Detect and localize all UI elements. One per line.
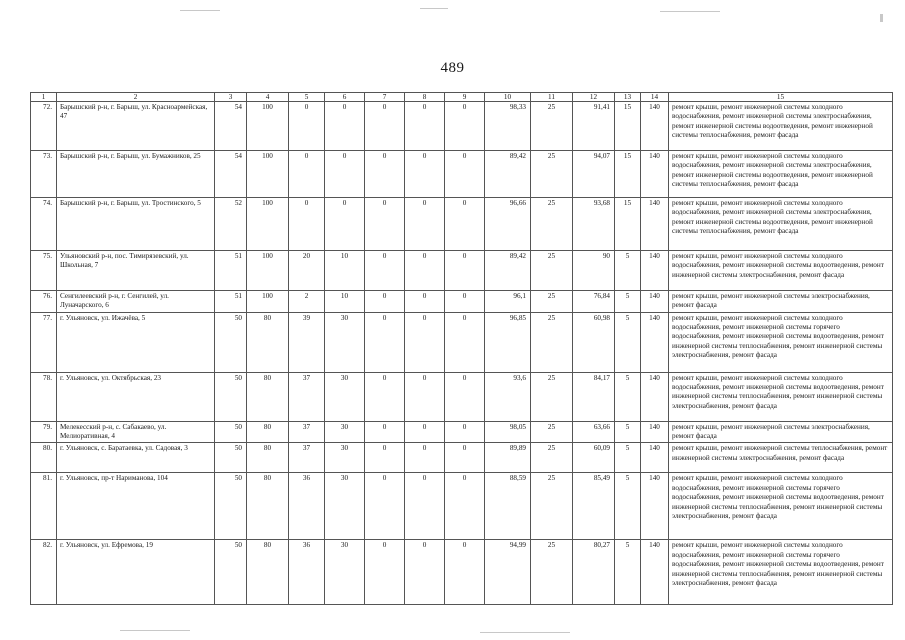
cell-no: 80. [31, 443, 57, 473]
cell-c6: 30 [325, 443, 365, 473]
cell-works: ремонт крыши, ремонт инженерной системы холодного водоснабжения, ремонт инженерной системы водоотведения, ремонт инженерной системы электроснабжения, ремонт фасада [669, 251, 893, 291]
cell-c10: 89,42 [485, 251, 531, 291]
cell-no: 75. [31, 251, 57, 291]
cell-c8: 0 [405, 291, 445, 313]
cell-c8: 0 [405, 473, 445, 540]
cell-c5: 0 [289, 198, 325, 251]
cell-c13: 5 [615, 372, 641, 421]
cell-no: 79. [31, 421, 57, 443]
cell-c7: 0 [365, 443, 405, 473]
column-header-14: 14 [641, 93, 669, 102]
cell-address: г. Ульяновск, пр-т Нариманова, 104 [57, 473, 215, 540]
cell-c8: 0 [405, 372, 445, 421]
cell-c10: 98,33 [485, 102, 531, 151]
cell-c9: 0 [445, 251, 485, 291]
cell-c7: 0 [365, 251, 405, 291]
cell-c8: 0 [405, 151, 445, 198]
cell-address: г. Ульяновск, ул. Октябрьская, 23 [57, 372, 215, 421]
cell-c7: 0 [365, 372, 405, 421]
cell-no: 74. [31, 198, 57, 251]
column-header-7: 7 [365, 93, 405, 102]
cell-no: 78. [31, 372, 57, 421]
cell-c12: 80,27 [573, 540, 615, 605]
cell-c7: 0 [365, 198, 405, 251]
cell-c13: 5 [615, 473, 641, 540]
cell-c13: 15 [615, 102, 641, 151]
cell-c8: 0 [405, 540, 445, 605]
cell-c12: 63,66 [573, 421, 615, 443]
table-row [31, 251, 893, 291]
cell-c9: 0 [445, 372, 485, 421]
table-header-row [31, 93, 893, 102]
cell-c13: 5 [615, 312, 641, 372]
cell-c11: 25 [531, 291, 573, 313]
table-row [31, 540, 893, 605]
cell-c12: 85,49 [573, 473, 615, 540]
cell-c8: 0 [405, 312, 445, 372]
cell-c14: 140 [641, 102, 669, 151]
cell-address: Сенгилеевский р-н, г. Сенгилей, ул. Луначарского, 6 [57, 291, 215, 313]
repair-program-table [30, 92, 892, 605]
cell-works: ремонт крыши, ремонт инженерной системы холодного водоснабжения, ремонт инженерной системы горячего водоснабжения, ремонт инженерной системы водоотведения, ремонт инженерной системы теплоснабжения, ремонт инженерной системы электроснабжения, ремонт фасада [669, 312, 893, 372]
cell-works: ремонт крыши, ремонт инженерной системы холодного водоснабжения, ремонт инженерной системы горячего водоснабжения, ремонт инженерной системы водоотведения, ремонт инженерной системы теплоснабжения, ремонт инженерной системы электроснабжения, ремонт фасада [669, 473, 893, 540]
cell-c8: 0 [405, 251, 445, 291]
cell-c13: 15 [615, 151, 641, 198]
cell-c12: 93,68 [573, 198, 615, 251]
cell-c10: 89,89 [485, 443, 531, 473]
cell-c12: 91,41 [573, 102, 615, 151]
cell-c4: 100 [247, 291, 289, 313]
cell-c6: 10 [325, 291, 365, 313]
cell-c5: 20 [289, 251, 325, 291]
cell-address: Барышский р-н, г. Барыш, ул. Тростинского, 5 [57, 198, 215, 251]
cell-c5: 36 [289, 540, 325, 605]
cell-c13: 5 [615, 251, 641, 291]
page-number: 489 [440, 60, 465, 76]
cell-c4: 80 [247, 421, 289, 443]
cell-c11: 25 [531, 251, 573, 291]
cell-c11: 25 [531, 421, 573, 443]
cell-c9: 0 [445, 102, 485, 151]
cell-c14: 140 [641, 540, 669, 605]
cell-c6: 30 [325, 473, 365, 540]
cell-c11: 25 [531, 473, 573, 540]
cell-c14: 140 [641, 251, 669, 291]
cell-address: г. Ульяновск, с. Баратаевка, ул. Садовая, 3 [57, 443, 215, 473]
cell-c5: 37 [289, 421, 325, 443]
table-row [31, 102, 893, 151]
cell-works: ремонт крыши, ремонт инженерной системы холодного водоснабжения, ремонт инженерной системы электроснабжения, ремонт инженерной системы водоотведения, ремонт инженерной системы теплоснабжения, ремонт фасада [669, 151, 893, 198]
cell-c6: 30 [325, 540, 365, 605]
column-header-10: 10 [485, 93, 531, 102]
cell-c9: 0 [445, 473, 485, 540]
cell-c14: 140 [641, 198, 669, 251]
cell-c10: 96,85 [485, 312, 531, 372]
cell-c10: 98,05 [485, 421, 531, 443]
cell-c6: 30 [325, 372, 365, 421]
cell-c9: 0 [445, 421, 485, 443]
column-header-15: 15 [669, 93, 893, 102]
cell-c14: 140 [641, 291, 669, 313]
table-row [31, 151, 893, 198]
cell-c9: 0 [445, 443, 485, 473]
cell-c5: 39 [289, 312, 325, 372]
cell-c12: 60,98 [573, 312, 615, 372]
cell-c9: 0 [445, 291, 485, 313]
table-row [31, 312, 893, 372]
cell-c3: 50 [215, 421, 247, 443]
cell-c12: 76,84 [573, 291, 615, 313]
cell-c14: 140 [641, 312, 669, 372]
column-header-8: 8 [405, 93, 445, 102]
cell-c7: 0 [365, 291, 405, 313]
cell-works: ремонт крыши, ремонт инженерной системы холодного водоснабжения, ремонт инженерной системы горячего водоснабжения, ремонт инженерной системы водоотведения, ремонт инженерной системы теплоснабжения, ремонт инженерной системы электроснабжения, ремонт фасада [669, 540, 893, 605]
cell-c3: 50 [215, 372, 247, 421]
cell-works: ремонт крыши, ремонт инженерной системы холодного водоснабжения, ремонт инженерной системы водоотведения, ремонт инженерной системы теплоснабжения, ремонт инженерной системы электроснабжения, ремонт фасада [669, 372, 893, 421]
cell-no: 76. [31, 291, 57, 313]
cell-c8: 0 [405, 443, 445, 473]
cell-c11: 25 [531, 198, 573, 251]
cell-works: ремонт крыши, ремонт инженерной системы холодного водоснабжения, ремонт инженерной системы электроснабжения, ремонт инженерной системы водоотведения, ремонт инженерной системы теплоснабжения, ремонт фасада [669, 102, 893, 151]
cell-c4: 80 [247, 443, 289, 473]
column-header-4: 4 [247, 93, 289, 102]
cell-c11: 25 [531, 151, 573, 198]
cell-c6: 30 [325, 312, 365, 372]
cell-c5: 0 [289, 102, 325, 151]
column-header-11: 11 [531, 93, 573, 102]
cell-c13: 5 [615, 421, 641, 443]
cell-c7: 0 [365, 102, 405, 151]
cell-c5: 37 [289, 443, 325, 473]
cell-c10: 96,1 [485, 291, 531, 313]
column-header-12: 12 [573, 93, 615, 102]
cell-address: Барышский р-н, г. Барыш, ул. Бумажников, 25 [57, 151, 215, 198]
cell-works: ремонт крыши, ремонт инженерной системы электроснабжения, ремонт фасада [669, 421, 893, 443]
cell-c4: 80 [247, 372, 289, 421]
cell-c10: 96,66 [485, 198, 531, 251]
column-header-3: 3 [215, 93, 247, 102]
column-header-2: 2 [57, 93, 215, 102]
cell-c13: 15 [615, 198, 641, 251]
cell-c3: 51 [215, 291, 247, 313]
cell-c3: 50 [215, 540, 247, 605]
cell-c6: 10 [325, 251, 365, 291]
cell-works: ремонт крыши, ремонт инженерной системы холодного водоснабжения, ремонт инженерной системы электроснабжения, ремонт инженерной системы водоотведения, ремонт инженерной системы теплоснабжения, ремонт фасада [669, 198, 893, 251]
cell-c4: 80 [247, 473, 289, 540]
cell-c11: 25 [531, 312, 573, 372]
cell-c6: 0 [325, 198, 365, 251]
cell-c4: 100 [247, 151, 289, 198]
cell-c11: 25 [531, 443, 573, 473]
cell-c14: 140 [641, 372, 669, 421]
cell-c14: 140 [641, 473, 669, 540]
column-header-13: 13 [615, 93, 641, 102]
cell-c3: 54 [215, 151, 247, 198]
cell-no: 81. [31, 473, 57, 540]
cell-c5: 37 [289, 372, 325, 421]
cell-c5: 36 [289, 473, 325, 540]
cell-c8: 0 [405, 102, 445, 151]
table-row [31, 372, 893, 421]
column-header-6: 6 [325, 93, 365, 102]
cell-c4: 80 [247, 540, 289, 605]
cell-c3: 50 [215, 312, 247, 372]
cell-c9: 0 [445, 540, 485, 605]
cell-c14: 140 [641, 151, 669, 198]
cell-c3: 50 [215, 473, 247, 540]
cell-c4: 100 [247, 251, 289, 291]
cell-c3: 51 [215, 251, 247, 291]
cell-c3: 50 [215, 443, 247, 473]
cell-c10: 88,59 [485, 473, 531, 540]
cell-no: 82. [31, 540, 57, 605]
cell-address: г. Ульяновск, ул. Ефремова, 19 [57, 540, 215, 605]
cell-c12: 60,09 [573, 443, 615, 473]
table-row [31, 291, 893, 313]
column-header-1: 1 [31, 93, 57, 102]
cell-c4: 100 [247, 102, 289, 151]
cell-c5: 0 [289, 151, 325, 198]
cell-c12: 90 [573, 251, 615, 291]
column-header-5: 5 [289, 93, 325, 102]
cell-c12: 94,07 [573, 151, 615, 198]
cell-no: 72. [31, 102, 57, 151]
cell-address: Мелекесский р-н, с. Сабакаево, ул. Мелиоративная, 4 [57, 421, 215, 443]
cell-c14: 140 [641, 443, 669, 473]
cell-c13: 5 [615, 443, 641, 473]
cell-c6: 30 [325, 421, 365, 443]
cell-c8: 0 [405, 421, 445, 443]
cell-c9: 0 [445, 151, 485, 198]
cell-c13: 5 [615, 291, 641, 313]
cell-c3: 52 [215, 198, 247, 251]
cell-c7: 0 [365, 473, 405, 540]
cell-c5: 2 [289, 291, 325, 313]
cell-c10: 94,99 [485, 540, 531, 605]
cell-address: Барышский р-н, г. Барыш, ул. Красноармейская, 47 [57, 102, 215, 151]
table-row [31, 443, 893, 473]
cell-c7: 0 [365, 540, 405, 605]
table-row [31, 198, 893, 251]
cell-c7: 0 [365, 312, 405, 372]
cell-c10: 93,6 [485, 372, 531, 421]
cell-address: Ульяновский р-н, пос. Тимирязевский, ул. Школьная, 7 [57, 251, 215, 291]
cell-c14: 140 [641, 421, 669, 443]
cell-c8: 0 [405, 198, 445, 251]
cell-c11: 25 [531, 540, 573, 605]
cell-c13: 5 [615, 540, 641, 605]
column-header-9: 9 [445, 93, 485, 102]
cell-c9: 0 [445, 198, 485, 251]
cell-works: ремонт крыши, ремонт инженерной системы электроснабжения, ремонт фасада [669, 291, 893, 313]
cell-c9: 0 [445, 312, 485, 372]
table-row [31, 421, 893, 443]
cell-c6: 0 [325, 151, 365, 198]
cell-c4: 100 [247, 198, 289, 251]
cell-address: г. Ульяновск, ул. Ижачёва, 5 [57, 312, 215, 372]
cell-c12: 84,17 [573, 372, 615, 421]
cell-works: ремонт крыши, ремонт инженерной системы теплоснабжения, ремонт инженерной системы электроснабжения, ремонт фасада [669, 443, 893, 473]
cell-no: 73. [31, 151, 57, 198]
table-row [31, 473, 893, 540]
cell-c4: 80 [247, 312, 289, 372]
cell-no: 77. [31, 312, 57, 372]
cell-c11: 25 [531, 102, 573, 151]
cell-c3: 54 [215, 102, 247, 151]
cell-c10: 89,42 [485, 151, 531, 198]
cell-c11: 25 [531, 372, 573, 421]
cell-c7: 0 [365, 421, 405, 443]
cell-c7: 0 [365, 151, 405, 198]
cell-c6: 0 [325, 102, 365, 151]
